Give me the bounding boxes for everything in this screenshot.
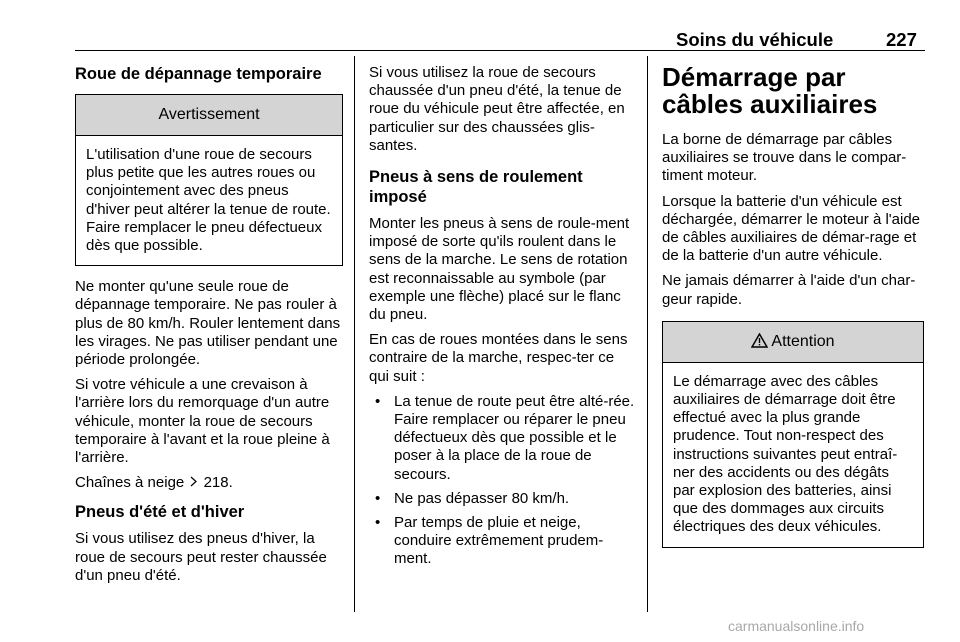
attention-box-header xyxy=(663,322,923,363)
list-item: • Par temps de pluie et neige, conduire extrêmement prudem-ment. xyxy=(375,514,604,568)
attention-box-text: Le démarrage avec des câbles auxiliaires de démarrage doit être effectué avec la plus grande prudence. Tout non-respect des instructions suivantes peut entraî-ner des accidents ou des dégâts par explosion des batteries, ainsi que des dommages aux circuits électriques des deux véhicules. xyxy=(673,372,898,536)
column-divider-1 xyxy=(354,56,355,612)
warning-box xyxy=(75,94,343,266)
paragraph: Si votre véhicule a une crevaison à l'arrière lors du remorquage d'un autre véhicule, monter la roue de secours temporaire à l'avant et la roue pleine à l'arrière. xyxy=(75,376,330,467)
snow-chains-text: Chaînes à neige xyxy=(75,474,185,492)
column-1 xyxy=(75,64,343,592)
section-heading-summer-winter: Pneus d'été et d'hiver xyxy=(75,503,245,522)
page-header-title: Soins du véhicule xyxy=(676,29,834,50)
warning-box-title: Avertissement xyxy=(76,95,342,136)
column-divider-2 xyxy=(647,56,648,612)
paragraph: La borne de démarrage par câbles auxiliaires se trouve dans le compar-timent moteur. xyxy=(662,131,907,185)
header-divider xyxy=(75,50,925,51)
paragraph: Si vous utilisez la roue de secours chaussée d'un pneu d'été, la tenue de roue du véhicule peut être affectée, en particulier sur des chaussées glis-santes. xyxy=(369,64,625,154)
watermark: carmanualsonline.info xyxy=(728,618,865,634)
paragraph: En cas de roues montées dans le sens contraire de la marche, respec-ter ce qui suit : xyxy=(369,331,628,385)
column-2 xyxy=(369,64,637,576)
bullet-icon: • xyxy=(375,489,381,507)
list-item: • La tenue de route peut être alté-rée. Faire remplacer ou réparer le pneu défectueux dès que possible et le poser à la place de la roue de secours. xyxy=(375,392,635,483)
bullet-list xyxy=(369,393,637,569)
attention-box-title: Attention xyxy=(771,332,835,350)
paragraph: Si vous utilisez des pneus d'hiver, la roue de secours peut rester chaussée d'un pneu d'été. xyxy=(75,530,327,584)
section-heading-jump-start: Démarrage par câbles auxiliaires xyxy=(662,62,878,119)
paragraph: Ne monter qu'une seule roue de dépannage temporaire. Ne pas rouler à plus de 80 km/h. Rouler lentement dans les virages. Ne pas utiliser pendant une période prolongée. xyxy=(75,278,341,369)
snow-chains-reference xyxy=(75,474,343,492)
section-heading-temp-spare: Roue de dépannage temporaire xyxy=(75,65,322,83)
column-3 xyxy=(662,64,924,560)
paragraph: Monter les pneus à sens de roule-ment imposé de sorte qu'ils roulent dans le sens de la marche. Le sens de rotation est reconnaissable au symbole (par exemple une flèche) placé sur le flanc du pneu. xyxy=(369,215,630,324)
paragraph: Lorsque la batterie d'un véhicule est déchargée, démarrer le moteur à l'aide de câbles auxiliaires de démar-rage et de la batterie d'un autre véhicule. xyxy=(662,192,921,265)
reference-arrow-icon xyxy=(190,474,197,492)
bullet-icon: • xyxy=(375,392,381,410)
paragraph: Ne jamais démarrer à l'aide d'un char-geur rapide. xyxy=(662,272,916,308)
bullet-icon: • xyxy=(375,514,381,532)
page-number: 227 xyxy=(886,29,917,50)
section-heading-directional-tyres: Pneus à sens de roulement imposé xyxy=(369,168,583,207)
snow-chains-page-ref[interactable]: 218. xyxy=(203,474,233,492)
warning-box-text: L'utilisation d'une roue de secours plus petite que les autres roues ou conjointement avec des pneus d'hiver peut altérer la tenue de route. Faire remplacer le pneu défectueux dès que possible. xyxy=(86,146,331,255)
attention-box xyxy=(662,321,924,548)
list-item: • Ne pas dépasser 80 km/h. xyxy=(375,489,570,507)
warning-triangle-icon xyxy=(751,324,768,364)
